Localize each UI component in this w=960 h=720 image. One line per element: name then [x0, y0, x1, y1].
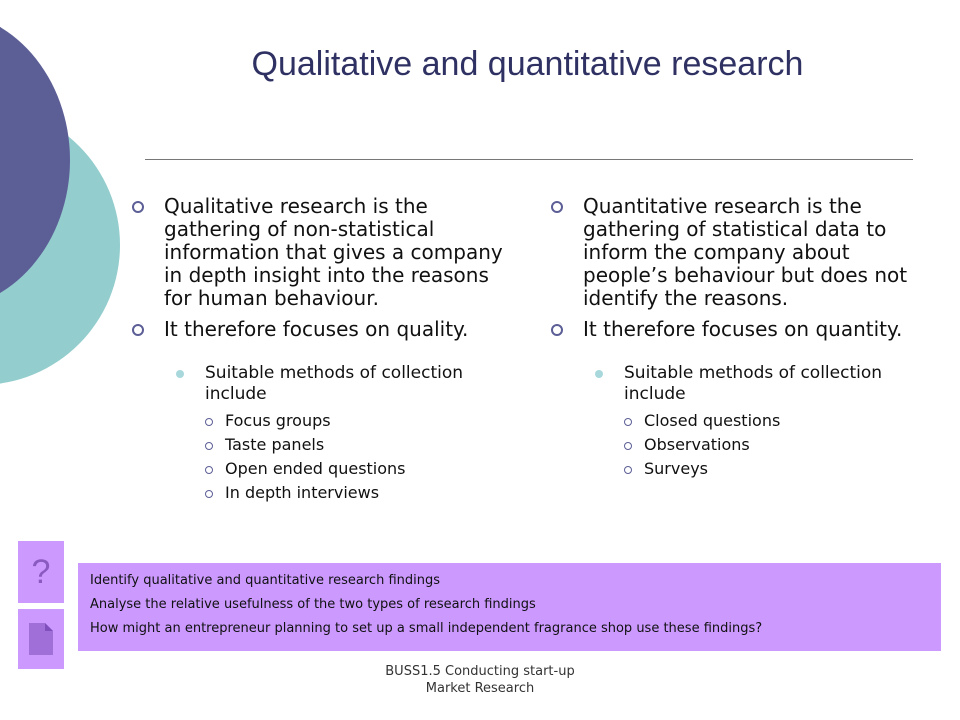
ring-bullet-icon — [551, 201, 563, 213]
method-item: Closed questions — [624, 409, 927, 433]
method-item: Focus groups — [205, 409, 508, 433]
dot-bullet-icon — [176, 370, 184, 378]
small-ring-icon — [205, 490, 213, 498]
small-ring-icon — [205, 442, 213, 450]
methods-list — [205, 409, 508, 505]
methods-intro: Suitable methods of collection include — [205, 363, 464, 404]
bullet-point: Quantitative research is the gathering of statistical data to inform the company about people’s behaviour but does not identify the reasons. — [547, 195, 927, 310]
small-ring-icon — [205, 418, 213, 426]
method-item: Taste panels — [205, 433, 508, 457]
small-ring-icon — [624, 442, 632, 450]
task-box — [78, 563, 941, 651]
document-icon[interactable] — [18, 609, 64, 669]
task-item: Analyse the relative usefulness of the two types of research findings — [90, 597, 536, 612]
bullet-point: Qualitative research is the gathering of non-statistical information that gives a company in depth insight into the reasons for human behaviour. — [128, 195, 508, 310]
methods-block — [547, 363, 927, 481]
small-ring-icon — [624, 418, 632, 426]
methods-intro: Suitable methods of collection include — [624, 363, 883, 404]
footer-line: Market Research — [425, 681, 535, 696]
task-item: Identify qualitative and quantitative research findings — [90, 573, 441, 588]
method-item: In depth interviews — [205, 481, 508, 505]
ring-bullet-icon — [132, 201, 144, 213]
bullet-point: It therefore focuses on quality. — [128, 318, 508, 341]
method-item: Surveys — [624, 457, 927, 481]
ring-bullet-icon — [132, 324, 144, 336]
qualitative-column — [128, 195, 508, 505]
bullet-point: It therefore focuses on quantity. — [547, 318, 927, 341]
small-ring-icon — [205, 466, 213, 474]
ring-bullet-icon — [551, 324, 563, 336]
dot-bullet-icon — [595, 370, 603, 378]
methods-block — [128, 363, 508, 505]
question-icon[interactable]: ? — [18, 541, 64, 603]
method-item: Observations — [624, 433, 927, 457]
task-item: How might an entrepreneur planning to set up a small independent fragrance shop use these findings? — [90, 621, 763, 636]
document-glyph-icon — [28, 622, 54, 656]
quantitative-column — [547, 195, 927, 481]
methods-list — [624, 409, 927, 481]
slide-footer — [330, 663, 630, 697]
small-ring-icon — [624, 466, 632, 474]
footer-line: BUSS1.5 Conducting start-up — [385, 664, 575, 679]
slide-title: Qualitative and quantitative research — [251, 45, 804, 83]
title-divider — [145, 159, 913, 160]
method-item: Open ended questions — [205, 457, 508, 481]
